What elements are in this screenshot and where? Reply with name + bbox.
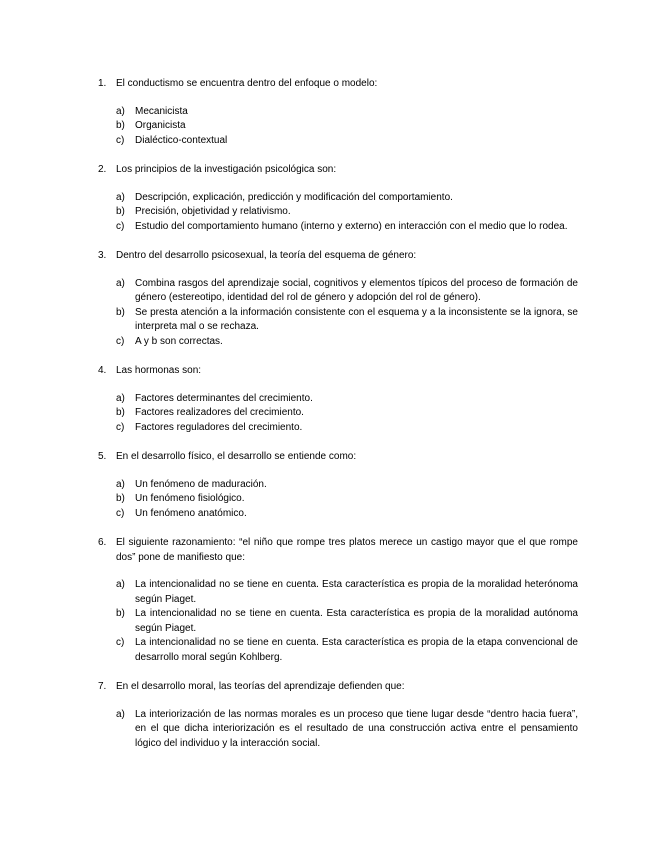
question-number: 4.	[98, 365, 107, 376]
answer-letter: b)	[116, 206, 125, 217]
answer-option	[98, 578, 578, 607]
answer-text: Factores realizadores del crecimiento.	[135, 407, 304, 418]
question-text: El conductismo se encuentra dentro del enfoque o modelo:	[116, 78, 378, 89]
answer-option	[98, 306, 578, 335]
answer-text: Precisión, objetividad y relativismo.	[135, 206, 291, 217]
question-number: 2.	[98, 164, 107, 175]
answer-option	[98, 335, 578, 350]
answer-list	[98, 578, 578, 665]
answer-list	[98, 392, 578, 436]
question-3	[98, 249, 578, 264]
question-text: El siguiente razonamiento: “el niño que rompe tres platos merece un castigo mayor que el que rompe dos” pone de manifiesto que:	[116, 537, 578, 563]
answer-text: Descripción, explicación, predicción y modificación del comportamiento.	[135, 191, 453, 203]
answer-list	[98, 277, 578, 350]
answer-letter: b)	[116, 608, 125, 619]
answer-option	[98, 421, 578, 436]
question-number: 6.	[98, 537, 107, 548]
answer-text: Factores reguladores del crecimiento.	[135, 421, 303, 433]
answer-letter: a)	[116, 392, 125, 404]
answer-letter: c)	[116, 507, 125, 519]
answer-letter: b)	[116, 407, 125, 418]
answer-option	[98, 119, 578, 134]
answer-list	[98, 708, 578, 752]
question-text: Dentro del desarrollo psicosexual, la teoría del esquema de género:	[116, 250, 417, 261]
question-text: En el desarrollo moral, las teorías del aprendizaje defienden que:	[116, 681, 405, 692]
answer-text: A y b son correctas.	[135, 335, 223, 347]
question-1	[98, 77, 578, 92]
question-5	[98, 450, 578, 465]
answer-letter: b)	[116, 493, 125, 504]
answer-option	[98, 636, 578, 665]
answer-letter: a)	[116, 277, 125, 289]
question-4	[98, 364, 578, 379]
answer-text: Un fenómeno anatómico.	[135, 507, 247, 519]
answer-letter: b)	[116, 120, 125, 131]
answer-text: Un fenómeno fisiológico.	[135, 493, 245, 504]
question-number: 5.	[98, 451, 107, 462]
answer-letter: c)	[116, 335, 125, 347]
answer-letter: a)	[116, 105, 125, 117]
answer-text: La intencionalidad no se tiene en cuenta. Esta característica es propia de la moralidad autónoma según Piaget.	[135, 608, 578, 634]
answer-text: La intencionalidad no se tiene en cuenta. Esta característica es propia de la etapa convencional de desarrollo moral según Kohlberg.	[135, 637, 578, 663]
answer-text: Mecanicista	[135, 105, 188, 117]
answer-list	[98, 105, 578, 149]
answer-option	[98, 105, 578, 120]
answer-text: Combina rasgos del aprendizaje social, cognitivos y elementos típicos del proceso de formación de género (estereotipo, identidad del rol de género y adopción del rol de género).	[135, 277, 578, 303]
answer-text: Estudio del comportamiento humano (interno y externo) en interacción con el medio que lo rodea.	[135, 220, 568, 232]
answer-option	[98, 478, 578, 493]
answer-letter: a)	[116, 478, 125, 490]
answer-letter: b)	[116, 306, 125, 318]
question-number: 7.	[98, 681, 107, 692]
answer-letter: c)	[116, 421, 125, 433]
answer-text: La intencionalidad no se tiene en cuenta. Esta característica es propia de la moralidad heterónoma según Piaget.	[135, 579, 578, 605]
answer-letter: c)	[116, 134, 125, 146]
answer-text: La interiorización de las normas morales es un proceso que tiene lugar desde “dentro hacia fuera”, en el que dicha interiorización es el resultado de una construcción activa entre el pensamiento lógico del individuo y la interacción social.	[135, 708, 578, 749]
answer-option	[98, 134, 578, 149]
answer-option	[98, 507, 578, 522]
question-2	[98, 163, 578, 178]
question-text: Las hormonas son:	[116, 365, 202, 376]
answer-text: Un fenómeno de maduración.	[135, 478, 267, 490]
answer-list	[98, 191, 578, 235]
answer-letter: c)	[116, 220, 125, 232]
answer-letter: a)	[116, 579, 125, 590]
answer-text: Organicista	[135, 120, 186, 131]
question-number: 1.	[98, 78, 107, 89]
question-6	[98, 536, 578, 565]
answer-option	[98, 277, 578, 306]
answer-letter: c)	[116, 637, 125, 648]
answer-option	[98, 406, 578, 421]
answer-option	[98, 492, 578, 507]
question-text: Los principios de la investigación psicológica son:	[116, 164, 337, 175]
answer-option	[98, 708, 578, 752]
question-7	[98, 680, 578, 695]
answer-option	[98, 392, 578, 407]
question-number: 3.	[98, 250, 107, 261]
answer-letter: a)	[116, 708, 125, 720]
answer-letter: a)	[116, 191, 125, 203]
answer-option	[98, 607, 578, 636]
question-list	[98, 77, 578, 751]
answer-list	[98, 478, 578, 522]
answer-option	[98, 205, 578, 220]
answer-text: Dialéctico-contextual	[135, 134, 228, 146]
answer-text: Se presta atención a la información consistente con el esquema y a la inconsistente se la ignora, se interpreta mal o se rechaza.	[135, 306, 578, 332]
answer-option	[98, 220, 578, 235]
question-text: En el desarrollo físico, el desarrollo se entiende como:	[116, 451, 357, 462]
answer-text: Factores determinantes del crecimiento.	[135, 392, 313, 404]
answer-option	[98, 191, 578, 206]
